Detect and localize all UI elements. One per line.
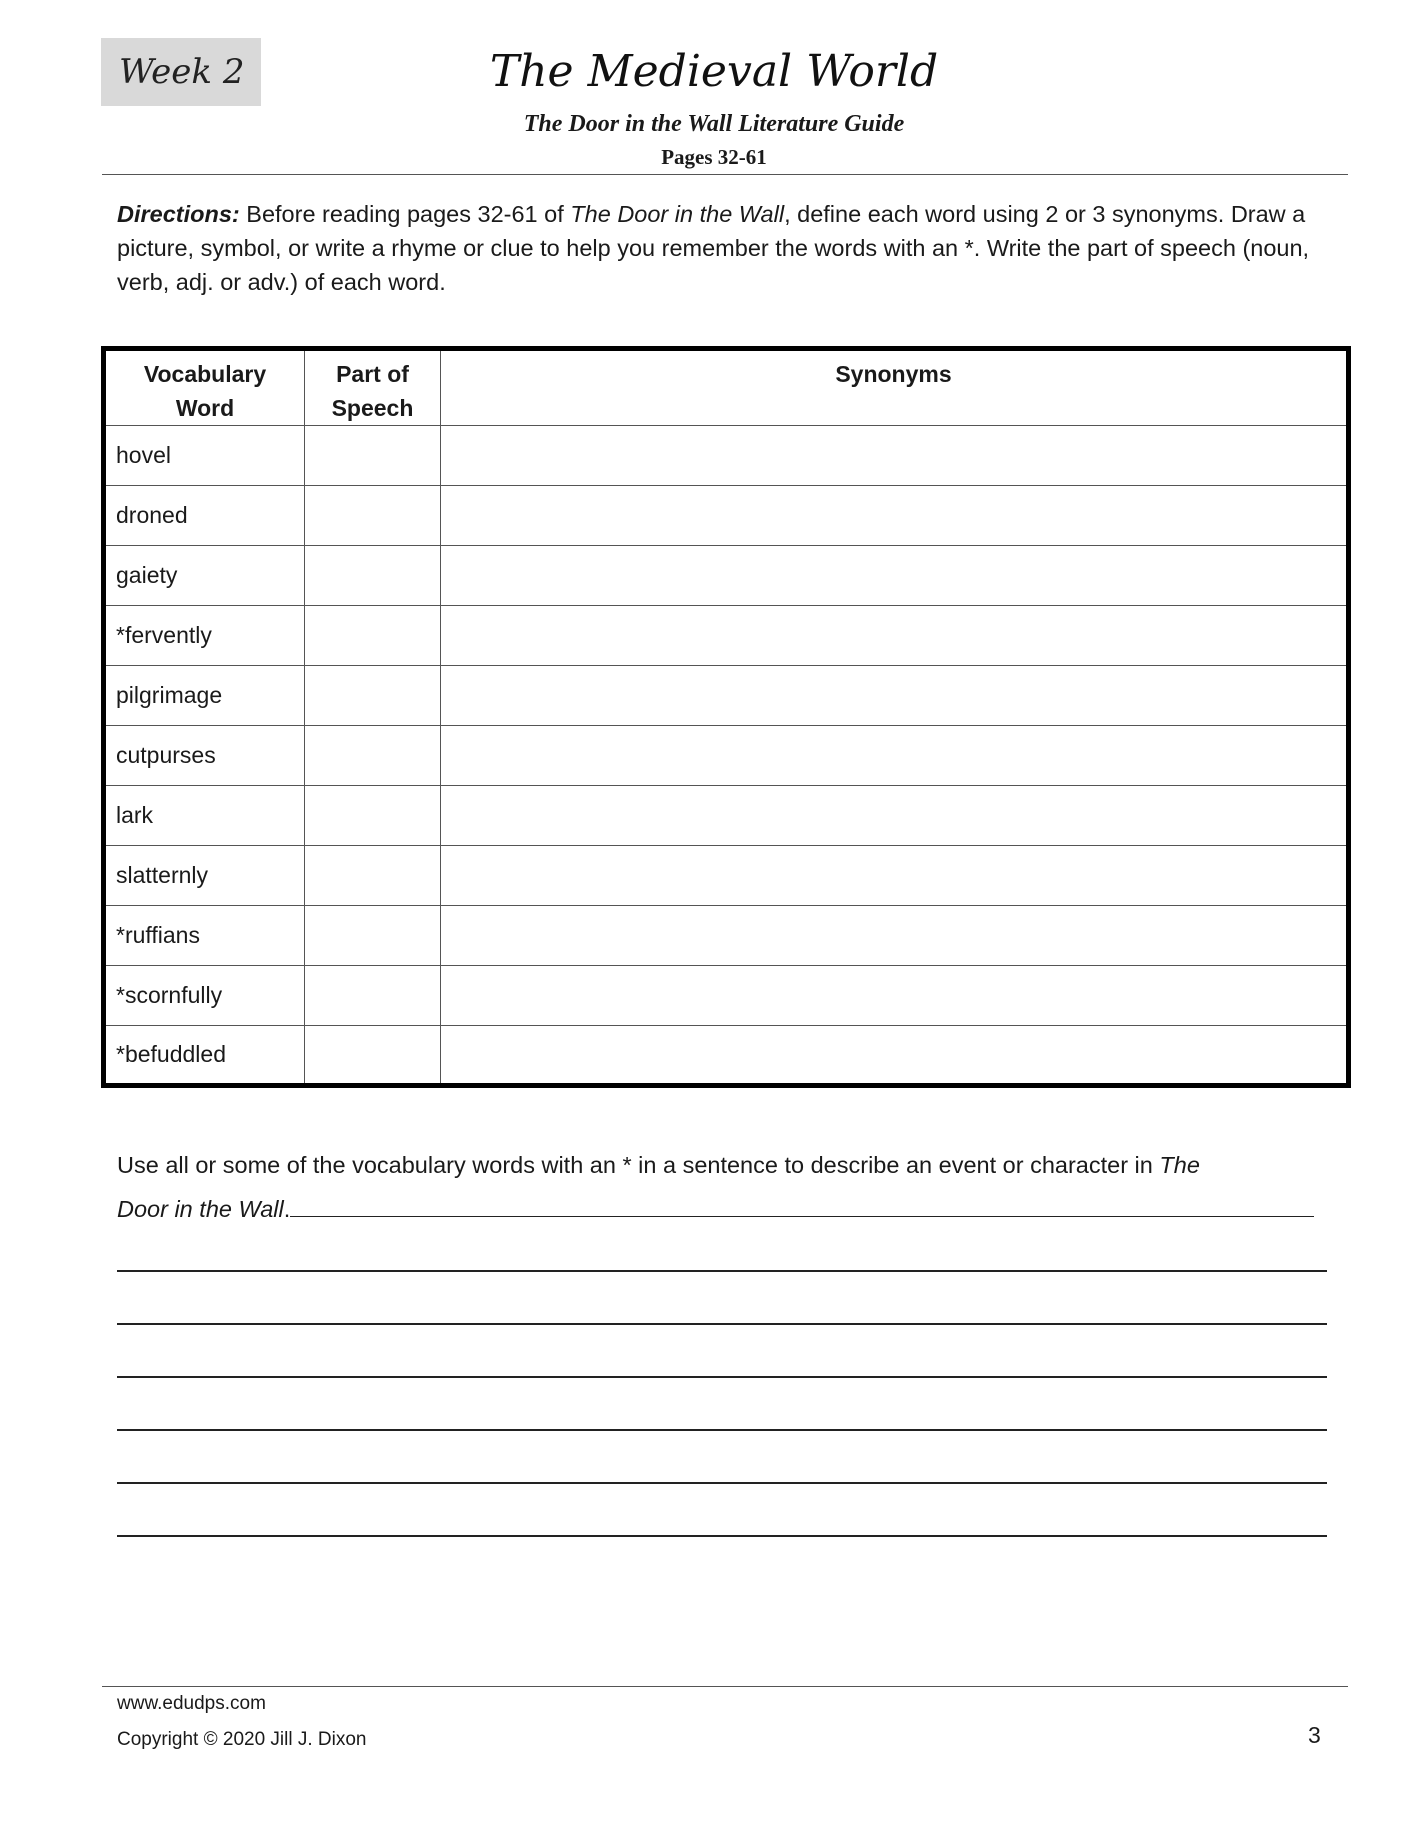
synonyms-cell[interactable]: [441, 486, 1349, 546]
part-of-speech-cell[interactable]: [305, 606, 441, 666]
word-cell: slatternly: [104, 846, 305, 906]
sentence-prompt: [117, 1143, 1332, 1231]
directions-text: [117, 197, 1327, 299]
footer-url: www.edudps.com: [117, 1693, 266, 1714]
part-of-speech-cell[interactable]: [305, 906, 441, 966]
table-row: [104, 726, 1349, 786]
answer-line[interactable]: [117, 1376, 1327, 1378]
synonyms-cell[interactable]: [441, 426, 1349, 486]
word-cell: pilgrimage: [104, 666, 305, 726]
prompt-book-title-part-1: The: [1159, 1152, 1200, 1178]
synonyms-cell[interactable]: [441, 546, 1349, 606]
directions-part-1: Before reading pages 32-61 of: [239, 201, 571, 227]
word-cell: *ruffians: [104, 906, 305, 966]
word-cell: hovel: [104, 426, 305, 486]
part-of-speech-cell[interactable]: [305, 726, 441, 786]
part-of-speech-cell[interactable]: [305, 486, 441, 546]
synonyms-cell[interactable]: [441, 786, 1349, 846]
part-of-speech-cell[interactable]: [305, 846, 441, 906]
page-title: The Medieval World: [489, 46, 939, 97]
part-of-speech-cell[interactable]: [305, 666, 441, 726]
part-of-speech-cell[interactable]: [305, 426, 441, 486]
directions-book-title: The Door in the Wall: [570, 201, 785, 227]
answer-line[interactable]: [117, 1429, 1327, 1431]
word-cell: gaiety: [104, 546, 305, 606]
table-row: [104, 786, 1349, 846]
word-cell: *fervently: [104, 606, 305, 666]
footer-divider: [102, 1686, 1348, 1687]
table-row: [104, 606, 1349, 666]
word-cell: droned: [104, 486, 305, 546]
col-header-vocabulary-word: Vocabulary Word: [104, 349, 305, 426]
part-of-speech-cell[interactable]: [305, 786, 441, 846]
week-label: Week 2: [101, 38, 261, 106]
table-row: [104, 1026, 1349, 1086]
vocabulary-table: [101, 346, 1351, 1088]
word-cell: cutpurses: [104, 726, 305, 786]
header-divider: [102, 174, 1348, 175]
synonyms-cell[interactable]: [441, 1026, 1349, 1086]
table-row: [104, 666, 1349, 726]
table-row: [104, 906, 1349, 966]
prompt-end: .: [283, 1196, 291, 1222]
synonyms-cell[interactable]: [441, 666, 1349, 726]
synonyms-cell[interactable]: [441, 606, 1349, 666]
word-cell: *befuddled: [104, 1026, 305, 1086]
prompt-text: Use all or some of the vocabulary words with an * in a sentence to describe an event or character in: [117, 1152, 1160, 1178]
answer-blank[interactable]: [290, 1196, 1314, 1217]
col-header-synonyms: Synonyms: [441, 349, 1349, 426]
answer-line[interactable]: [117, 1323, 1327, 1325]
footer-copyright: Copyright © 2020 Jill J. Dixon: [117, 1729, 367, 1750]
answer-line[interactable]: [117, 1482, 1327, 1484]
guide-subtitle: The Door in the Wall Literature Guide: [523, 111, 905, 137]
prompt-book-title-part-2: Door in the Wall: [117, 1196, 284, 1222]
table-row: [104, 486, 1349, 546]
word-cell: *scornfully: [104, 966, 305, 1026]
word-cell: lark: [104, 786, 305, 846]
synonyms-cell[interactable]: [441, 906, 1349, 966]
answer-line[interactable]: [117, 1535, 1327, 1537]
table-row: [104, 846, 1349, 906]
table-header-row: [104, 349, 1349, 426]
synonyms-cell[interactable]: [441, 726, 1349, 786]
directions-lead: Directions:: [117, 201, 240, 227]
directions-part-2: , define each word using 2 or 3 synonyms. Draw a picture, symbol, or write a rhyme or clue to help you remember the words with an *. Write the part of speech (noun, verb, adj. or adv.) of each word.: [117, 201, 1310, 295]
col-header-part-of-speech: Part of Speech: [305, 349, 441, 426]
page-number: 3: [1308, 1722, 1321, 1748]
table-row: [104, 426, 1349, 486]
page-range: Pages 32-61: [661, 145, 767, 169]
table-row: [104, 966, 1349, 1026]
table-row: [104, 546, 1349, 606]
synonyms-cell[interactable]: [441, 846, 1349, 906]
part-of-speech-cell[interactable]: [305, 966, 441, 1026]
part-of-speech-cell[interactable]: [305, 546, 441, 606]
synonyms-cell[interactable]: [441, 966, 1349, 1026]
answer-line[interactable]: [117, 1270, 1327, 1272]
part-of-speech-cell[interactable]: [305, 1026, 441, 1086]
